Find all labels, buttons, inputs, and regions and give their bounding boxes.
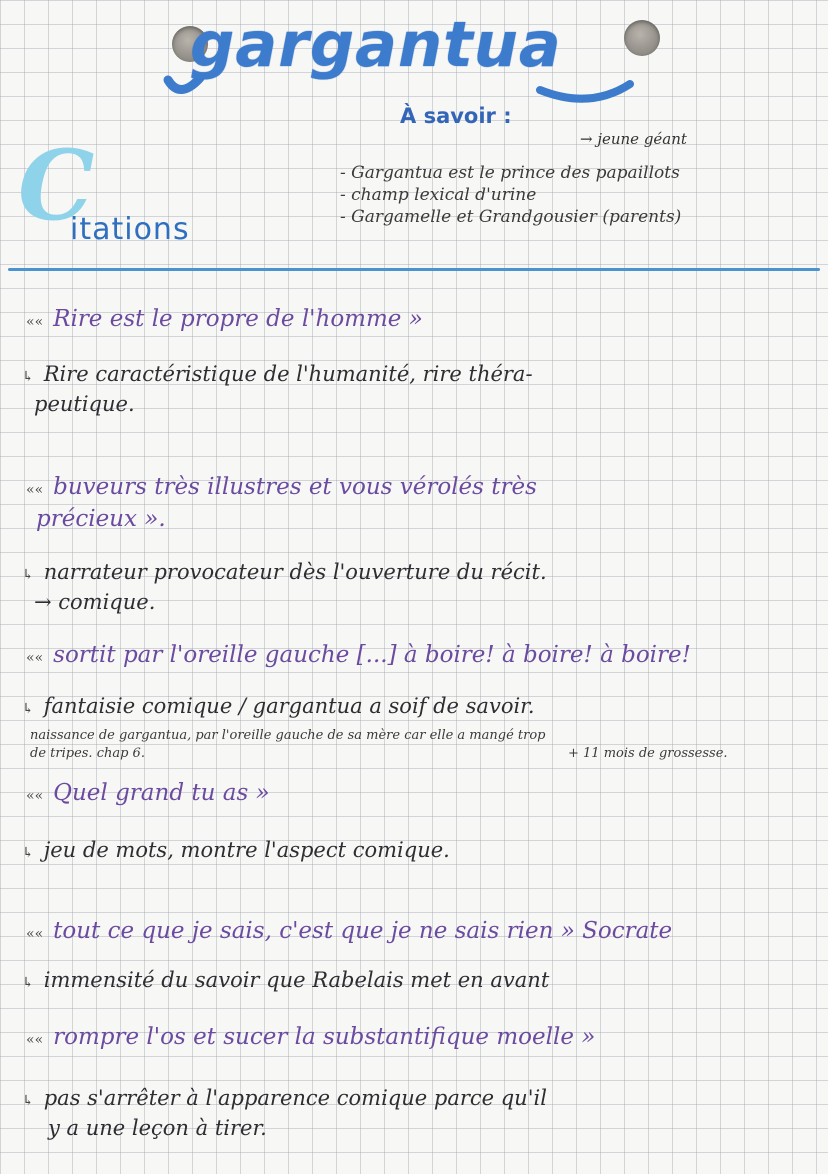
small-note-text: naissance de gargantua, par l'oreille gauche de sa mère car elle a mangé trop: [30, 728, 546, 743]
citations-heading: itations: [70, 212, 190, 247]
comment-text: immensité du savoir que Rabelais met en avant: [43, 968, 550, 992]
section-divider: [8, 268, 820, 271]
comment-text: narrateur provocateur dès l'ouverture du récit.: [43, 560, 547, 584]
comment-text: fantaisie comique / gargantua a soif de savoir.: [43, 694, 535, 718]
quote-marker: ««: [26, 482, 44, 498]
comment-line: [22, 838, 450, 862]
comment-text: Rire caractéristique de l'humanité, rire théra-: [43, 362, 533, 386]
savoir-item: - Gargamelle et Grandgousier (parents): [340, 206, 681, 228]
citation-line: [26, 474, 537, 500]
citation-text: buveurs très illustres et vous vérolés très: [53, 474, 537, 500]
small-note-line: [30, 728, 546, 743]
side-note: → jeune géant: [580, 130, 687, 148]
savoir-heading: À savoir :: [400, 104, 512, 128]
arrow-icon: ↳: [22, 975, 34, 991]
savoir-list: [340, 162, 681, 228]
small-note-line: [30, 746, 145, 761]
arrow-icon: ↳: [22, 369, 34, 385]
citation-line: [26, 780, 270, 806]
comment-line: [34, 392, 135, 416]
small-note-text: + 11 mois de grossesse.: [568, 746, 728, 761]
small-note-line: [568, 746, 728, 761]
comment-text: peutique.: [34, 392, 135, 416]
citations-initial-letter: C: [18, 129, 95, 242]
citation-line: [26, 306, 423, 332]
citation-line: [26, 642, 691, 668]
comment-line: [22, 1086, 547, 1110]
citation-line: [36, 506, 166, 532]
savoir-item: - Gargantua est le prince des papaillots: [340, 162, 681, 184]
comment-line: [22, 694, 535, 718]
comment-line: [22, 560, 547, 584]
arrow-icon: ↳: [22, 567, 34, 583]
citation-line: [26, 1024, 595, 1050]
savoir-item: - champ lexical d'urine: [340, 184, 681, 206]
page-title: gargantua: [190, 8, 562, 81]
citation-line: [26, 918, 672, 944]
arrow-icon: ↳: [22, 845, 34, 861]
quote-marker: ««: [26, 650, 44, 666]
citation-text: rompre l'os et sucer la substantifique moelle »: [53, 1024, 596, 1050]
comment-line: [48, 1116, 267, 1140]
arrow-icon: ↳: [22, 701, 34, 717]
quote-marker: ««: [26, 926, 44, 942]
comment-text: pas s'arrêter à l'apparence comique parce qu'il: [43, 1086, 547, 1110]
quote-marker: ««: [26, 314, 44, 330]
citation-text: Rire est le propre de l'homme »: [53, 306, 423, 332]
small-note-text: de tripes. chap 6.: [30, 746, 145, 761]
comment-text: jeu de mots, montre l'aspect comique.: [43, 838, 450, 862]
citation-text: précieux ».: [36, 506, 166, 532]
citation-text: tout ce que je sais, c'est que je ne sais rien » Socrate: [53, 918, 673, 944]
comment-line: [22, 968, 549, 992]
citation-text: sortit par l'oreille gauche [...] à boire! à boire! à boire!: [53, 642, 691, 668]
comment-text: → comique.: [34, 590, 156, 614]
quote-marker: ««: [26, 788, 44, 804]
comment-text: y a une leçon à tirer.: [48, 1116, 267, 1140]
comment-line: [34, 590, 155, 614]
comment-line: [22, 362, 533, 386]
citation-text: Quel grand tu as »: [53, 780, 270, 806]
quote-marker: ««: [26, 1032, 44, 1048]
arrow-icon: ↳: [22, 1093, 34, 1109]
